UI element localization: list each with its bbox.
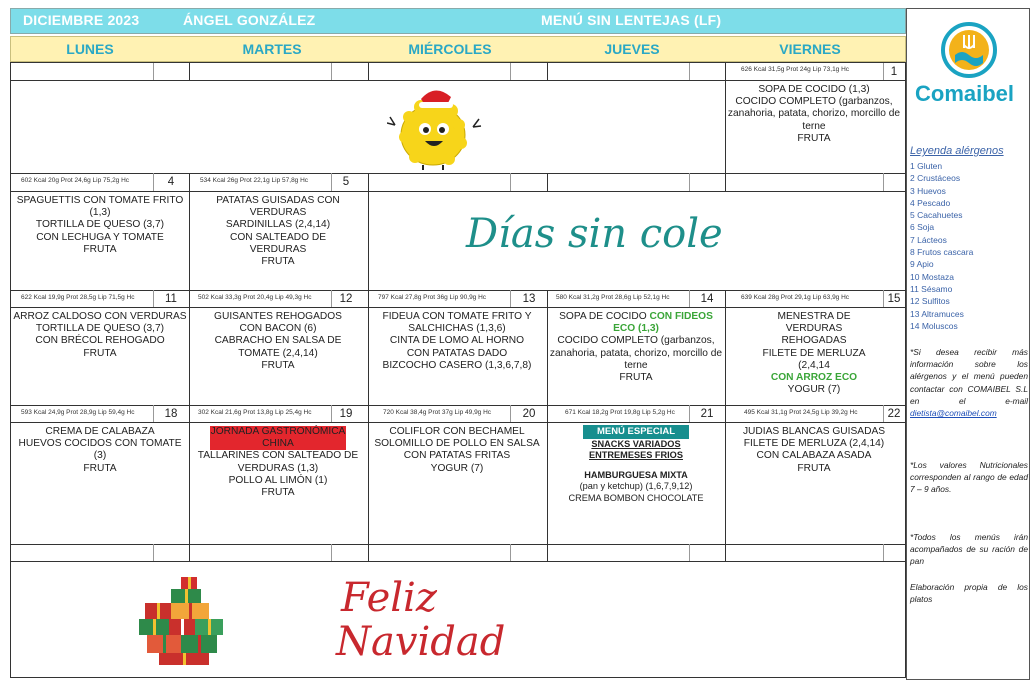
menu-day-22 [725, 426, 903, 475]
menu-line: ARROZ CALDOSO CON VERDURAS [13, 311, 187, 322]
allergen-item: 14 Moluscos [910, 320, 958, 331]
kcal-day-13: 797 Kcal 27,8g Prot 36g Lip 90,9g Hc [378, 294, 487, 301]
greeting-line-2: Navidad [336, 619, 506, 665]
menu-line: FIDEUA CON TOMATE FRITO Y SALCHICHAS (1,3,6) [382, 311, 532, 335]
menu-grid [10, 62, 906, 678]
menu-line: FRUTA [83, 347, 117, 359]
menu-text: SOPA DE COCIDO [559, 311, 650, 322]
day-number-4: 4 [167, 176, 175, 188]
kcal-day-12: 502 Kcal 33,3g Prot 20,4g Lip 49,3g Hc [198, 294, 312, 301]
allergen-item: 6 Soja [910, 222, 935, 233]
allergen-list [910, 160, 973, 332]
menu-day-15 [725, 311, 903, 396]
menu-line: COCIDO COMPLETO (garbanzos, zanahoria, patata, chorizo, morcillo de terne [549, 335, 723, 371]
kcal-day-4: 602 Kcal 20g Prot 24,6g Lip 75,2g Hc [21, 177, 130, 184]
menu-line: CREMA BOMBON CHOCOLATE [568, 492, 704, 503]
allergen-item: 13 Altramuces [910, 308, 964, 319]
contact-note [910, 346, 1028, 419]
day-number-14: 14 [700, 293, 714, 305]
allergen-item: 9 Apio [910, 259, 934, 270]
allergen-item: 2 Crustáceos [910, 173, 961, 184]
menu-line: SNACKS VARIADOS [591, 438, 681, 449]
eco-label: CON ARROZ ECO [770, 372, 858, 384]
menu-line: SOLOMILLO DE POLLO EN SALSA [374, 438, 540, 450]
menu-line: FRUTA [797, 462, 831, 474]
menu-line: CINTA DE LOMO AL HORNO [389, 335, 525, 347]
menu-line: CON SALTEADO DE VERDURAS [229, 231, 327, 255]
day-tuesday: MARTES [242, 41, 302, 57]
menu-line: TORTILLA DE QUESO (3,7) [35, 219, 165, 231]
menu-line: FILETE DE MERLUZA (2,4,14) [743, 438, 885, 450]
kcal-day-15: 639 Kcal 28g Prot 29,1g Lip 63,9g Hc [741, 294, 850, 301]
menu-day-20 [368, 426, 546, 475]
menu-line: CABRACHO EN SALSA DE TOMATE (2,4,14) [214, 335, 342, 359]
menu-day-11 [11, 311, 189, 360]
menu-line: GUISANTES REHOGADOS CON BACON (6) [214, 311, 342, 335]
menu-line: PATATAS GUISADAS CON VERDURAS [216, 195, 340, 219]
menu-line: SARDINILLAS (2,4,14) [225, 219, 331, 231]
menu-line: SPAGUETTIS CON TOMATE FRITO (1,3) [16, 195, 184, 219]
allergen-item: 8 Frutos cascara [910, 247, 974, 258]
menu-day-5 [189, 195, 367, 268]
menu-line: ENTREMESES FRIOS [589, 450, 683, 461]
day-number-13: 13 [522, 293, 536, 305]
bread-note: *Todos los menús irán acompañados de su ración de pan [910, 532, 1028, 567]
day-number-1: 1 [890, 66, 898, 78]
menu-day-21 [547, 425, 725, 505]
menu-line: FRUTA [261, 359, 295, 371]
day-number-20: 20 [522, 408, 536, 420]
allergen-item: 3 Huevos [910, 185, 946, 196]
menu-line: MENESTRA DE VERDURAS REHOGADAS [777, 311, 851, 347]
day-number-19: 19 [339, 408, 353, 420]
no-school-banner: Días sin cole [466, 211, 723, 257]
special-menu-badge: MENÚ ESPECIAL [583, 425, 689, 439]
menu-line: YOGUR (7) [430, 462, 484, 474]
menu-line: CON LECHUGA Y TOMATE [36, 231, 164, 243]
themed-day-label: JORNADA GASTRONÓMICA CHINA [210, 426, 346, 450]
brand-name: Comaibel [915, 81, 1015, 106]
menu-day-1 [725, 84, 903, 145]
menu-day-12 [189, 311, 367, 372]
contact-note-text: *Si desea recibir más información sobre los alérgenos y el menú pueden contactar con COMAIBEL S.L en el e-mail [910, 347, 1028, 406]
brand-logo-icon [940, 21, 998, 79]
homemade-note: Elaboración propia de los platos [910, 582, 1028, 605]
menu-line: FRUTA [83, 462, 117, 474]
kcal-day-19: 302 Kcal 21,6g Prot 13,8g Lip 25,4g Hc [198, 409, 312, 416]
greeting-line-1: Feliz [341, 575, 437, 621]
menu-line: TALLARINES CON SALTEADO DE VERDURAS (1,3) [197, 450, 359, 474]
menu-line: TORTILLA DE QUESO (3,7) [35, 323, 165, 335]
day-thursday: JUEVES [604, 41, 660, 57]
menu-line: FRUTA [619, 372, 653, 384]
menu-line: (pan y ketchup) (1,6,7,9,12) [579, 481, 693, 492]
allergen-legend-title: Leyenda alérgenos [910, 145, 1004, 157]
menu-line: FRUTA [261, 256, 295, 268]
allergen-item: 10 Mostaza [910, 271, 954, 282]
menu-line: CREMA DE CALABAZA [45, 426, 155, 437]
menu-line: POLLO AL LIMÓN (1) [228, 474, 328, 486]
kcal-day-21: 671 Kcal 18,2g Prot 19,8g Lip 5,2g Hc [565, 409, 675, 416]
menu-line: FRUTA [797, 132, 831, 144]
menu-line: HUEVOS COCIDOS CON TOMATE (3) [18, 438, 182, 462]
header-bar [10, 8, 906, 34]
menu-line: CON PATATAS DADO [406, 347, 508, 359]
menu-line: FRUTA [83, 243, 117, 255]
menu-line: BIZCOCHO CASERO (1,3,6,7,8) [382, 359, 532, 371]
mascot-illustration [387, 85, 483, 171]
menu-line: FILETE DE MERLUZA (2,4,14 [762, 347, 866, 371]
allergen-item: 4 Pescado [910, 197, 951, 208]
kcal-day-20: 720 Kcal 38,4g Prot 37g Lip 49,9g Hc [383, 409, 492, 416]
kcal-day-11: 622 Kcal 19,9g Prot 28,5g Lip 71,5g Hc [21, 294, 135, 301]
allergen-item: 1 Gluten [910, 161, 943, 171]
allergen-item: 5 Cacahuetes [910, 210, 963, 221]
menu-day-4 [11, 195, 189, 256]
gift-stack-illustration [131, 571, 231, 667]
allergen-item: 11 Sésamo [910, 283, 953, 294]
allergen-item: 7 Lácteos [910, 234, 947, 245]
menu-day-19 [189, 426, 367, 499]
menu-line: COLIFLOR CON BECHAMEL [389, 426, 525, 437]
day-number-18: 18 [164, 408, 178, 420]
menu-line [547, 311, 725, 335]
menu-line: YOGUR (7) [787, 384, 841, 396]
menu-line: HAMBURGUESA MIXTA [584, 469, 688, 480]
header-month: DICIEMBRE 2023 [23, 12, 140, 28]
day-number-21: 21 [700, 408, 714, 420]
weekday-header [10, 36, 906, 62]
menu-line: CON PATATAS FRITAS [403, 450, 511, 462]
menu-day-18 [11, 426, 189, 475]
menu-line [547, 425, 725, 439]
nutrition-note: *Los valores Nutricionales corresponden al rango de edad 7 – 9 años. [910, 460, 1028, 495]
day-wednesday: MIÉRCOLES [408, 41, 492, 57]
day-number-15: 15 [887, 293, 901, 305]
kcal-day-1: 626 Kcal 31,5g Prot 24g Lip 73,1g Hc [741, 66, 850, 73]
menu-line: CON CALABAZA ASADA [756, 450, 872, 462]
kcal-day-18: 593 Kcal 24,9g Prot 28,9g Lip 59,4g Hc [21, 409, 135, 416]
day-monday: LUNES [66, 41, 114, 57]
day-number-11: 11 [165, 293, 177, 305]
sidebar [906, 8, 1030, 680]
menu-day-13 [368, 311, 546, 372]
kcal-day-22: 495 Kcal 31,1g Prot 24,5g Lip 39,2g Hc [744, 409, 858, 416]
menu-line: JUDIAS BLANCAS GUISADAS [742, 426, 886, 437]
header-name: ÁNGEL GONZÁLEZ [183, 12, 316, 28]
menu-line: FRUTA [261, 487, 295, 499]
kcal-day-5: 534 Kcal 26g Prot 22,1g Lip 57,8g Hc [200, 177, 309, 184]
menu-line: SOPA DE COCIDO (1,3) [758, 84, 870, 95]
menu-line [189, 426, 367, 450]
eco-label: CON FIDEOS ECO (1,3) [613, 311, 713, 335]
kcal-day-14: 580 Kcal 31,2g Prot 28,6g Lip 52,1g Hc [556, 294, 670, 301]
menu-line: CON BRÉCOL REHOGADO [35, 335, 165, 347]
menu-day-14 [547, 311, 725, 384]
header-menu-type: MENÚ SIN LENTEJAS (LF) [541, 12, 722, 28]
day-number-22: 22 [887, 408, 901, 420]
day-number-5: 5 [342, 176, 350, 188]
day-friday: VIERNES [779, 41, 841, 57]
menu-line: COCIDO COMPLETO (garbanzos, zanahoria, patata, chorizo, morcillo de terne [727, 96, 901, 132]
allergen-item: 12 Sulfitos [910, 296, 950, 307]
contact-email-link[interactable]: dietista@comaibel.com [910, 408, 997, 419]
day-number-12: 12 [339, 293, 353, 305]
